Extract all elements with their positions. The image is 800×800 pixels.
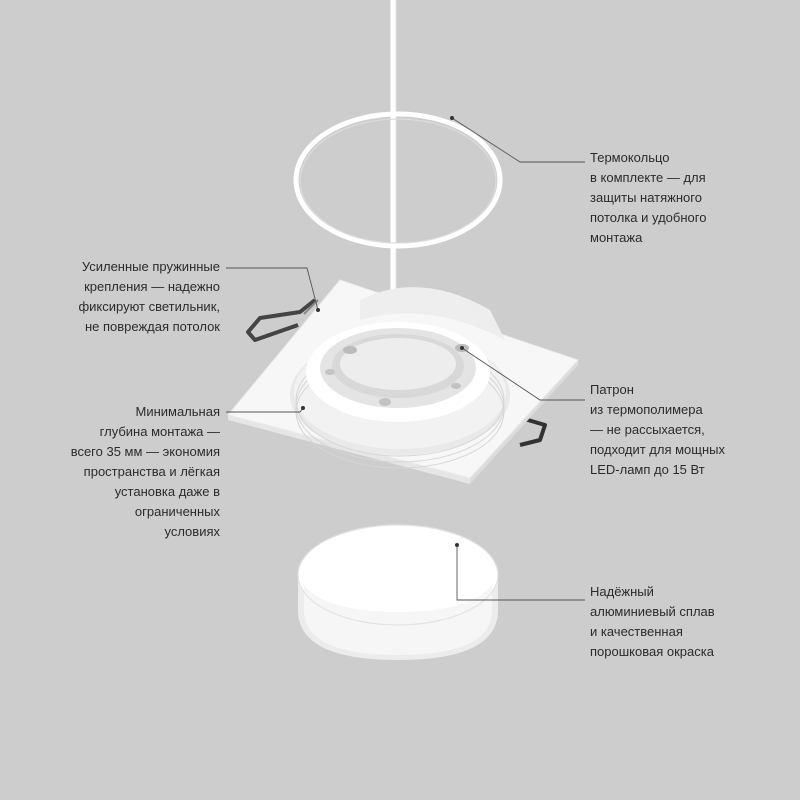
callout-line: всего 35 мм — экономия — [70, 444, 220, 459]
callout-line: глубина монтажа — — [99, 424, 220, 439]
callout-line: — не рассыхается, — [590, 422, 705, 437]
callout-line: в комплекте — для — [590, 170, 706, 185]
callout-line: из термополимера — [590, 402, 703, 417]
lamp-socket — [306, 322, 490, 422]
callout-line: монтажа — [590, 230, 643, 245]
callout-alloy — [590, 582, 715, 662]
callout-line: ограниченных — [134, 504, 220, 519]
callout-line: условиях — [164, 524, 220, 539]
callout-line: потолка и удобного — [590, 210, 707, 225]
callout-line: защиты натяжного — [590, 190, 702, 205]
callout-line: крепления — надежно — [84, 279, 220, 294]
callout-line: Патрон — [590, 382, 634, 397]
callout-line: Усиленные пружинные — [81, 259, 220, 274]
callout-springs — [78, 257, 220, 337]
callout-thermo-ring — [590, 148, 706, 248]
callout-line: Надёжный — [590, 584, 654, 599]
callout-line: и качественная — [590, 624, 683, 639]
callout-line: пространства и лёгкая — [83, 464, 220, 479]
callout-line: фиксируют светильник, — [78, 299, 220, 314]
callout-line: LED-ламп до 15 Вт — [590, 462, 705, 477]
thermo-ring — [296, 114, 500, 246]
callout-line: Минимальная — [135, 404, 220, 419]
diffuser-lens — [298, 525, 498, 660]
callout-socket — [590, 380, 725, 480]
callout-line: установка даже в — [114, 484, 220, 499]
callout-line: порошковая окраска — [590, 644, 714, 659]
callout-line: Термокольцо — [590, 150, 670, 165]
callout-line: не повреждая потолок — [84, 319, 220, 334]
callout-depth — [71, 402, 220, 542]
callout-line: подходит для мощных — [590, 442, 725, 457]
callout-line: алюминиевый сплав — [590, 604, 715, 619]
